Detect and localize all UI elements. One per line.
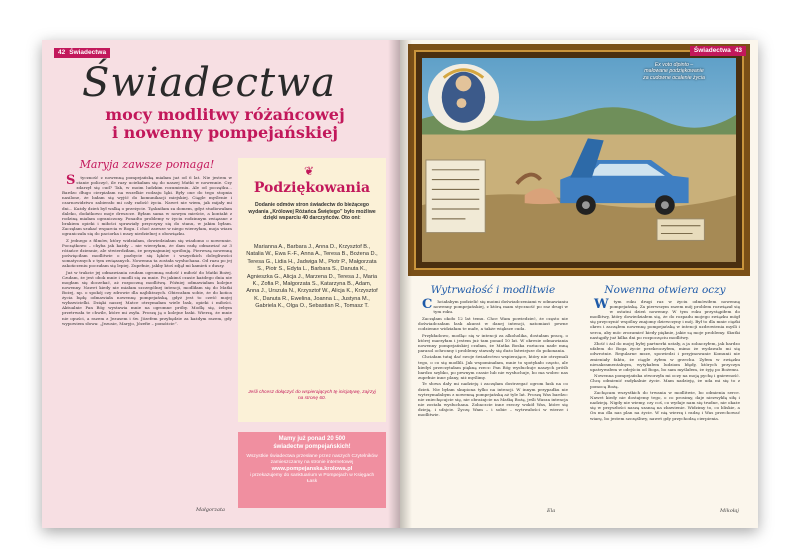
page-number-right: 43 [734,47,742,54]
thanks-box [238,158,386,422]
paragraph: tyczność z nowenną pompejańską miałam już od 6 lat. Nie jestem w stanie policzyć, ile razy uciekałam się do naszej Matki w nowennie. Czy zdarzył się cud? Tak, w moim ludzkim rozumieniu. Ale od początku... Bardzo długo cierpiałam na wszelkie rodzaju lęki. Były one do tego stopnia nasilone, że bałam się wyjść do komunikacji miejskiej. Ciągle myślenie i czarnowidztwo zabierało mi cały radość życia. Nawet nie wiem, jak mijały mi dni... Każdy dzień był walką o przeżycie. Tęskniłam za domem, gdyż studiowałam daleko, dodatkowo moje dreszcze. Byłam sama w nowym mieście, a kontakt z rodziną miałam ograniczony. Ponadto problemy w życiu rodzinnym związane z brakiem opieki i miłości sprawiały przyczyny się do stanu, w jakim byłam. Zaczęłam szukać wsparcia w Bogu. I choć zawsze w niego wierzyłam, moja wiara ograniczała się do paciorka i mszy niedzielnej z obowiązku. [62,175,232,237]
page-tab-left [54,48,110,58]
dropcap: S [66,173,76,188]
painting-caption [624,62,724,81]
paragraph: Już w trakcie jej odmawiania czułam ogromną radość i miłość do Matki Bożej. Czułam, że jest obok mnie i modli się za mnie. Po jakimś czasie każdego dnia nie mogłam się doczekać, aż rozpocznę modlitwę. Później odmawiałam kolejne nowenny. Nawet kiedy nie miałam szczególnej intencji, modliłam się do Matki Bożej, np. o spokój czy zdrowie dla najbliższych. Obiecałam sobie, że do końca życia będę odmawiała nowennę pompejańską, gdyż jest to cześć mojej wybawicielki. Dzięki naszej Matce otrzymałam wiele łask, opieki i miłości. Aktualnie Pan Bóg wystawia mnie na ogromne próby. Modlę się, żebym przetrwała te chwile, które mi zsyła. Proszę ją o kolejne łaski. Wierzę, że mnie nie opuści, a razem z Jezusem i św. Józefem przybędzie za każdym razem, gdy wypowiem słowa: „Jezusie, Maryjo, Józefie – pomóżcie”. [62,269,232,326]
left-page [42,40,400,528]
promo-text-1: Wszystkie świadectwa przesłane przez naszych Czytelników zamieszczamy na stronie internetowej [246,454,378,466]
promo-text-2: i przekazujemy do sanktuarium w Pompejach w Księgach Łask [249,472,375,484]
caption-line-1: Ex voto dipinto – [654,62,694,68]
paragraph: hciałabym podzielić się moimi doświadczeniami w odmawianiu nowenny pompejańskiej, z którą mam styczność po raz drugi w tym roku. [433,299,568,315]
thanks-lead: Dodanie odmów stron świadectw do bieżącego wydania „Królowej Różańca Świętego” było możliwe dzięki wsparciu 40 darczyńców. Oto oni: [248,202,376,222]
article-signature: Małgorzata [196,507,225,513]
promo-box [238,432,386,508]
caption-line-2: malowane podziękowanie [644,68,704,75]
flourish-icon: ❦ [304,164,315,178]
painting-illustration [422,58,736,262]
promo-body [244,454,380,485]
section-label-left: Świadectwa [69,49,107,56]
page-subtitle [80,106,370,142]
paragraph: Te słowa dały mi nadzieję i zaczęłam dostrzegać ogrom łask na co dzień. Nie byłam skupiona tylko na intencji. W innym przypadku nie wytrzymałabym z nowenną pompejańską aż tyle lat. Proszę Was bardzo: nie zniechęcajcie się, nie obrażajcie na Matkę Bożą, jeśli Wasza intencja nie została wysłuchana. Zobaczcie inne rzeczy wokół Was, które się dzieją, i ufajcie. Życzę Wam – i sobie – wytrwałości w wierze i modlitwie. [418,381,568,417]
caption-line-3: za cudowne ocalenie życia [643,74,705,81]
article-heading: Nowenna otwiera oczy [604,284,726,296]
article-signature: Ela [547,508,556,514]
page-number-left: 42 [58,49,66,56]
article-heading: Wytrwałość i modlitwie [430,284,556,296]
right-page [400,40,758,528]
article-body [418,299,568,417]
dropcap: C [422,297,433,312]
paragraph: tym roku drugi raz w życiu odmówiłem nowennę pompejańską. Za pierwszym razem mój problem rozwiązał się w ostatni dzień nowenny. W tym roku przystąpiłem do modlitwy, który dowiedziałem się, że do rozpadu mojego związku mógł się przyczynić wspólny znajomy dziewczyny i mój. Był to dla mnie ciężki okres i zacząłem nowennę pompejańską w intencji uzdrowienia myśli i serca, aby móc zrozumieć kiedy pięknie, jakie są moje problemy. Skutki nastąpiły już kilka dni po rozpoczęciu modlitwy. [590,299,740,340]
article-heading: Maryja zawsze pomaga! [79,158,215,171]
subtitle-line-2: i nowenny pompejańskiej [111,123,339,142]
page-title: Świadectwa [82,60,337,106]
paragraph: Chciałam tutaj dać swoje świadectwo wspierające, który nie otrzymali tego, o co się modlili. Jak wspominałam, mnie to spotykało często, ale kiedyś przeczytałam piękną rzecz: Pan Bóg wysłuchuje naszych próśb bardzo szybko, po pewnym czasie lub nie wysłuchuje, bo ma wobec nas zupełnie inne plany, niż myślimy. [418,354,568,380]
thanks-note: Jeśli chcesz dołączyć do wspierających tę inicjatywę, zajrzyj na stronę 60. [248,390,376,402]
subtitle-line-1: mocy modlitwy różańcowej [105,105,345,124]
promo-headline [244,436,380,451]
dropcap: W [594,297,609,312]
donor-names: Marianna A., Barbara J., Anna D., Krzysztof B., Natalia W., Ewa F.-F., Anna A., Teresa B., Bożena D., Teresa G., Lidia H., Jadwiga M., Piotr P., Małgorzata S., Piotr S., Edyta L., Barbara S., Danuta K., Agnieszka G., Alicja J., Marzena D., Teresa J., Maria K., Zofia P., Małgorzata S., Katarzyna B., Adam, Anna J., Urszula N., Krzysztof W., Alicja K., Krzysztof K., Danuta R., Ewelina, Joanna L., Justyna M., Gabriela K., Olga O., Sebastian R., Tomasz T. [246,244,378,310]
promo-headline-line-2: świadectw pompejańskich! [273,443,351,450]
article-wytrwalosc [418,284,568,514]
paragraph: Złość i żal do mojej byłej partnerki ustały, a ja zobaczyłem, jak bardzo ufałem do Boga życie przekroczyłem, mimo że wydawało mi się odwrotnie. Regularne msze, spowiedzi i przyjmowanie Komunii nie zmieniały faktu, że ciągle żyłem w grzechu. Zyłem w związku niesakramentalnym, wytykałem ludziom błędy, których przyczyn upatrywałem w odejściu od Boga, bo sam myślałem, że żyję po Bożemu. [590,341,740,372]
promo-headline-line-1: Mamy już ponad 20 500 [278,436,346,442]
page-tab-right [690,46,746,56]
article-body [590,299,740,421]
promo-url: www.pompejanska.krolowa.pl [271,466,353,473]
article-nowenna [590,284,740,514]
paragraph: Z jednego z filmów, który widziałam, dowiedziałam się wiadomo o nowennie. Początkowo – chyba jak każdy – nie wierzyłam, że dam radę odmawiać aż 3 różańce dziennie, ale stwierdziłam, że przynajmniej spróbuję. Pierwszą nowennę poświęciłam modlitwie o pozbycie się lęków i wszystkich dolegliwości somatycznych z tym związanych. Nowenna ta została wysłuchana. Od razu po jej zakończeniu poczułam się lepiej. Zupełnie, jakby ktoś zdjął mi kamień z duszy. [62,237,232,269]
section-label-right: Świadectwa [693,47,731,54]
thanks-title: Podziękowania [253,180,371,196]
magazine-spread [42,40,758,528]
paragraph: Zachęcam wszystkich do trwania w modlitwie, bo odmienia serce. Nawet kiedy nie dostajemy tego, o co prosimy, daje niezwykłą siłę i nadzieję. Nigdy nie wiemy, czy coś, co wydaje nam się trudne, nie okaże się w przyszłości naszą szansą na zbawienie. Widzimy to, co bliskie, a On ma dla nas plan na życie. W nią wierzę i radzę i Was przechować wiarę, bo jestem szczęśliwy, nawet gdy przychodzą cierpienia. [590,390,740,421]
spine-shadow [388,40,412,528]
paragraph: Nowenna pompejańska otworzyła mi oczy na moją pychę i gniewność. Chcę odmienić radykalnie życie. Mam nadzieję, że uda mi się to z pomocą Bożą. [590,373,740,389]
paragraph: Przykładowo, modląc się w intencji za alkoholika, dostałam pracę, o której marzyłam i jestem już tam ponad 10 lat. W okresie odmawiania nowenny pompejańskiej czułam, że Matka Boska roztacza nade mną parasol ochronny i problemy stawały się dużo łatwiejsze do pokonania. [418,332,568,353]
article-signature: Mikołaj [720,508,739,514]
article-body [62,175,232,326]
ex-voto-painting [422,58,736,262]
article-maryja [62,158,232,498]
paragraph: Zaczęłam około 12 lat temu. Chce Wam powiedzieć, że często nie doświadczałam łask akurat w danej intencji, natomiast pewne codzienne widziałam te małe, a także większe cuda. [418,315,568,331]
